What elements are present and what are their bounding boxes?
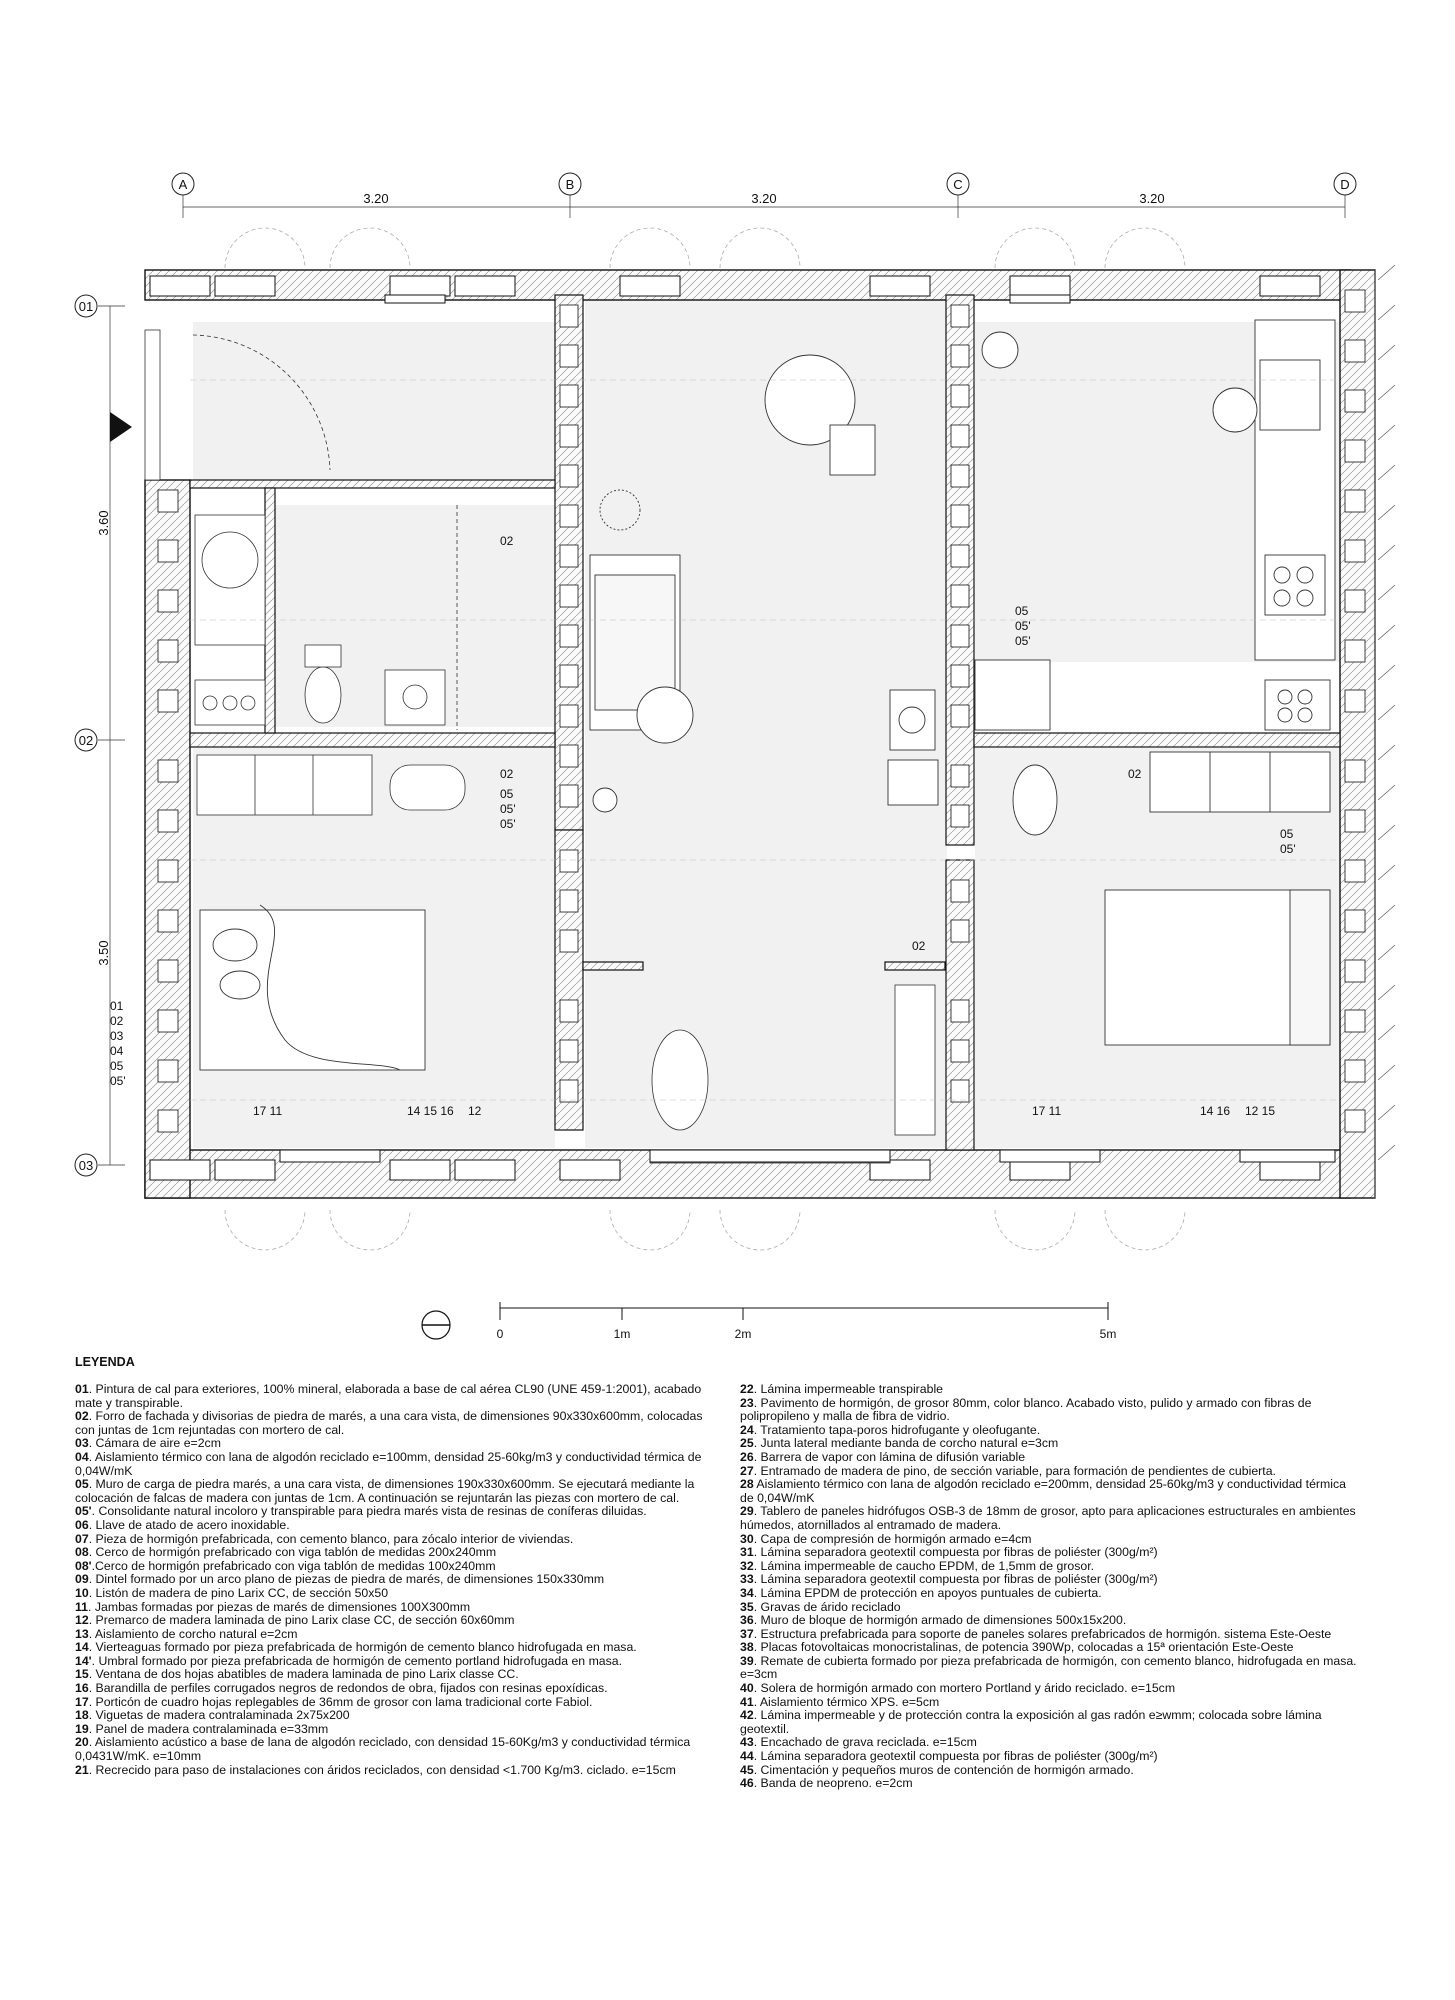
tag-05-center: 05 xyxy=(1015,604,1029,618)
tag-left-bottom-c: 12 xyxy=(468,1104,482,1118)
legend-item-text: . Lámina separadora geotextil compuesta por fibras de poliéster (300g/m²) xyxy=(753,1749,1158,1764)
tag-02-bath: 02 xyxy=(500,534,514,548)
legend-item-text: . Cámara de aire e=2cm xyxy=(88,1436,221,1451)
legend-item xyxy=(75,1546,715,1560)
tag-05p-left-a: 05' xyxy=(500,802,516,816)
scale-label-1m: 1m xyxy=(613,1327,631,1340)
legend-item-number: 30 xyxy=(740,1531,754,1546)
grid-bubble-03 xyxy=(75,1154,97,1176)
legend-item-number: 23 xyxy=(740,1395,754,1410)
grid-bubble-B xyxy=(559,173,581,195)
legend-item-text: . Lámina impermeable de caucho EPDM, de 1,5mm de grosor. xyxy=(753,1558,1095,1573)
legend-item xyxy=(740,1437,1360,1451)
legend-item xyxy=(740,1546,1360,1560)
legend-item xyxy=(740,1655,1360,1682)
terrain-hatch xyxy=(1375,265,1395,1198)
legend-item xyxy=(740,1682,1360,1696)
legend-item xyxy=(740,1465,1360,1479)
legend-item xyxy=(740,1628,1360,1642)
legend-item xyxy=(75,1478,715,1505)
legend-item-number: 32 xyxy=(740,1558,754,1573)
svg-text:05': 05' xyxy=(110,1074,126,1088)
legend-item-number: 26 xyxy=(740,1449,754,1464)
legend-item xyxy=(75,1696,715,1710)
legend-item-text: . Aislamiento térmico XPS. e=5cm xyxy=(753,1694,940,1709)
legend-item xyxy=(75,1451,715,1478)
legend-item xyxy=(740,1601,1360,1615)
legend-item-text: . Muro de carga de piedra marés, a una cara vista, de dimensiones 190x330x600mm. Se ejecutará mediante la colocación de falcas de madera con juntas de 1cm. A continuación se rejuntarán las piezas con mortero de cal. xyxy=(75,1477,695,1505)
legend-item xyxy=(75,1573,715,1587)
legend-item xyxy=(75,1614,715,1628)
legend-item-number: 42 xyxy=(740,1708,754,1723)
legend-item-text: . Vierteaguas formado por pieza prefabricada de hormigón de cemento blanco hidrofugada en masa. xyxy=(88,1640,637,1655)
left-bed xyxy=(200,905,425,1070)
svg-text:05: 05 xyxy=(110,1059,124,1073)
legend-item xyxy=(740,1614,1360,1628)
grid-bubble-C xyxy=(947,173,969,195)
legend-item-text: . Lámina separadora geotextil compuesta por fibras de poliéster (300g/m²) xyxy=(753,1545,1158,1560)
legend-item-text: . Encachado de grava reciclada. e=15cm xyxy=(753,1735,977,1750)
legend-item-number: 24 xyxy=(740,1422,754,1437)
svg-text:B: B xyxy=(565,177,575,192)
legend-item xyxy=(740,1587,1360,1601)
wall-layer-tags xyxy=(110,999,126,1088)
tag-05p-right: 05' xyxy=(1280,842,1296,856)
legend-item-text: . Pieza de hormigón prefabricada, con cemento blanco, para zócalo interior de viviendas. xyxy=(88,1531,574,1546)
scale-label-2m: 2m xyxy=(734,1327,752,1340)
legend-item-number: 21 xyxy=(75,1762,89,1777)
legend-item-number: 09 xyxy=(75,1572,89,1587)
legend-item-text: . Viguetas de madera contralaminada 2x75x200 xyxy=(88,1708,350,1723)
grid-bubble-02 xyxy=(75,729,97,751)
legend-item xyxy=(740,1709,1360,1736)
legend-item-text: . Forro de fachada y divisorias de piedra de marés, a una cara vista, de dimensiones 90x330x600mm, colocadas con juntas de 1cm rejuntadas con mortero de cal. xyxy=(75,1409,703,1437)
north-icon xyxy=(422,1311,450,1339)
legend-item-text: . Aislamiento de corcho natural e=2cm xyxy=(88,1626,298,1641)
legend-item-text: . Jambas formadas por piezas de marés de dimensiones 100X300mm xyxy=(88,1599,471,1614)
legend-item-number: 14 xyxy=(75,1640,89,1655)
legend-item xyxy=(740,1736,1360,1750)
legend-item xyxy=(740,1397,1360,1424)
svg-text:04: 04 xyxy=(110,1044,124,1058)
dim-text-0102: 3.60 xyxy=(96,510,111,536)
legend-item-number: 11 xyxy=(75,1599,88,1614)
legend-item xyxy=(75,1709,715,1723)
legend-item-number: 34 xyxy=(740,1585,754,1600)
legend-item xyxy=(75,1723,715,1737)
legend-item xyxy=(75,1587,715,1601)
legend-item-number: 44 xyxy=(740,1749,754,1764)
legend-item-number: 33 xyxy=(740,1572,754,1587)
svg-text:A: A xyxy=(178,177,188,192)
legend-item-number: 01 xyxy=(75,1382,89,1396)
legend-item xyxy=(75,1437,715,1451)
tag-05p-left-b: 05' xyxy=(500,817,516,831)
legend-item xyxy=(75,1628,715,1642)
legend-item-text: . Barandilla de perfiles corrugados negros de redondos de obra, fijados con resinas epoxídicas. xyxy=(88,1681,608,1696)
tag-05-right: 05 xyxy=(1280,827,1294,841)
legend-item-text: . Recrecido para paso de instalaciones con áridos reciclados, con densidad <1.700 Kg/m3. ciclado. e=15cm xyxy=(88,1762,676,1777)
legend-item-number: 14' xyxy=(75,1653,92,1668)
legend-item xyxy=(75,1668,715,1682)
legend-item-text: . Cimentación y pequeños muros de contención de hormigón armado. xyxy=(753,1762,1134,1777)
legend-item xyxy=(75,1764,715,1778)
legend-item-text: . Lámina separadora geotextil compuesta por fibras de poliéster (300g/m²) xyxy=(753,1572,1158,1587)
legend-item xyxy=(75,1519,715,1533)
legend-item xyxy=(75,1533,715,1547)
legend-item-text: .Cerco de hormigón prefabricado con viga tablón de medidas 100x240mm xyxy=(91,1558,496,1573)
dim-text-cd: 3.20 xyxy=(1139,191,1165,206)
legend-item xyxy=(740,1777,1360,1791)
legend-item xyxy=(75,1505,715,1519)
legend-item-number: 12 xyxy=(75,1613,89,1628)
grid-bubble-A xyxy=(172,173,194,195)
svg-text:03: 03 xyxy=(78,1158,94,1173)
legend-item-number: 03 xyxy=(75,1436,89,1451)
dim-text-ab: 3.20 xyxy=(363,191,389,206)
entrance-arrow-icon xyxy=(110,412,132,442)
legend-item-number: 39 xyxy=(740,1653,754,1668)
legend-item-text: . Tratamiento tapa-poros hidrofugante y oleofugante. xyxy=(753,1422,1041,1437)
svg-text:C: C xyxy=(953,177,963,192)
legend-item-number: 41 xyxy=(740,1694,754,1709)
legend-item xyxy=(75,1410,715,1437)
legend-item-text: . Llave de atado de acero inoxidable. xyxy=(88,1517,290,1532)
legend-item-text: . Tablero de paneles hidrófugos OSB-3 de 18mm de grosor, apto para aplicaciones estructurales en ambientes húmedos, atornillados al entramado de madera. xyxy=(740,1504,1356,1532)
legend-item-text: . Banda de neopreno. e=2cm xyxy=(753,1776,913,1791)
legend-item-number: 06 xyxy=(75,1517,89,1532)
legend-item-number: 13 xyxy=(75,1626,89,1641)
svg-text:02: 02 xyxy=(110,1014,124,1028)
legend-item xyxy=(740,1560,1360,1574)
scale-label-0: 0 xyxy=(496,1327,504,1340)
tag-right-bottom-b: 14 16 xyxy=(1200,1104,1231,1118)
legend-item xyxy=(740,1383,1360,1397)
legend-item xyxy=(740,1573,1360,1587)
legend-item xyxy=(740,1451,1360,1465)
legend-item-text: . Pavimento de hormigón, de grosor 80mm, color blanco. Acabado visto, pulido y armado con fibras de polipropileno y malla de fibra de vidrio. xyxy=(740,1395,1312,1424)
legend-item-number: 28 xyxy=(740,1477,754,1492)
tag-05-left: 05 xyxy=(500,787,514,801)
legend-item-number: 40 xyxy=(740,1681,754,1696)
legend-item-text: . Lámina EPDM de protección en apoyos puntuales de cubierta. xyxy=(753,1585,1102,1600)
legend-item-number: 04 xyxy=(75,1449,89,1464)
tag-left-bottom-b: 14 15 16 xyxy=(407,1104,454,1118)
legend-item-text: . Solera de hormigón armado con mortero Portland y árido reciclado. e=15cm xyxy=(753,1681,1176,1696)
legend-item-text: . Lámina impermeable transpirable xyxy=(753,1382,944,1396)
legend-item-text: . Listón de madera de pino Larix CC, de sección 50x50 xyxy=(88,1585,389,1600)
legend-item-number: 07 xyxy=(75,1531,89,1546)
legend-item-text: Aislamiento térmico con lana de algodón reciclado e=200mm, densidad 25-60kg/m3 y conductividad térmica de 0,04W/mK xyxy=(740,1477,1346,1505)
legend-item-text: . Porticón de cuadro hojas replegables de 36mm de grosor con lama tradicional corte Fabiol. xyxy=(88,1694,593,1709)
legend-item-text: . Ventana de dos hojas abatibles de madera laminada de pino Larix classe CC. xyxy=(88,1667,519,1682)
legend-item-text: . Remate de cubierta formado por pieza prefabricada de hormigón, con cemento blanco, hidrofugada en masa. e=3cm xyxy=(740,1653,1357,1682)
legend-item-number: 29 xyxy=(740,1504,754,1519)
legend-item-number: 08 xyxy=(75,1545,89,1560)
tag-02-left: 02 xyxy=(500,767,514,781)
svg-text:03: 03 xyxy=(110,1029,124,1043)
svg-text:02: 02 xyxy=(78,733,94,748)
legend-item-number: 17 xyxy=(75,1694,89,1709)
tag-02-right: 02 xyxy=(1128,767,1142,781)
legend-item xyxy=(75,1641,715,1655)
legend-item xyxy=(740,1764,1360,1778)
legend-item-number: 35 xyxy=(740,1599,754,1614)
legend-item-number: 46 xyxy=(740,1776,754,1791)
legend-item-number: 25 xyxy=(740,1436,754,1451)
legend-item-text: . Pintura de cal para exteriores, 100% mineral, elaborada a base de cal aérea CL90 (UNE 459-1:2001), acabado mate y transpirable. xyxy=(75,1382,702,1410)
legend-item-text: . Estructura prefabricada para soporte de paneles solares prefabricados de hormigón. sistema Este-Oeste xyxy=(753,1626,1332,1641)
legend-item xyxy=(740,1505,1360,1532)
legend-item-number: 43 xyxy=(740,1735,754,1750)
tag-right-bottom-a: 17 11 xyxy=(1032,1104,1062,1118)
legend-item xyxy=(75,1601,715,1615)
legend-item-text: . Gravas de árido reciclado xyxy=(753,1599,901,1614)
legend-item-text: . Dintel formado por un arco plano de piezas de piedra de marés, de dimensiones 150x330mm xyxy=(88,1572,605,1587)
legend-item-text: . Aislamiento térmico con lana de algodón reciclado e=100mm, densidad 25-60kg/m3 y conductividad térmica de 0,04W/mK xyxy=(75,1449,702,1478)
legend-item-text: . Placas fotovoltaicas monocristalinas, de potencia 390Wp, colocadas a 15ª orientación Este-Oeste xyxy=(753,1640,1294,1655)
tag-05p-center-b: 05' xyxy=(1015,634,1031,648)
scale-bar xyxy=(500,1302,1108,1320)
legend-item-text: . Muro de bloque de hormigón armado de dimensiones 500x15x200. xyxy=(753,1613,1127,1628)
legend-item-number: 45 xyxy=(740,1762,754,1777)
legend-item xyxy=(740,1424,1360,1438)
svg-text:01: 01 xyxy=(78,299,94,314)
legend-item-number: 37 xyxy=(740,1626,754,1641)
legend-item-number: 16 xyxy=(75,1681,89,1696)
legend-item-text: . Aislamiento acústico a base de lana de algodón reciclado, con densidad 15-60Kg/m3 y conductividad térmica 0,0431W/mK. e=10mm xyxy=(75,1735,691,1764)
tag-05p-center-a: 05' xyxy=(1015,619,1031,633)
legend-column-right xyxy=(740,1383,1360,1791)
legend-item xyxy=(75,1736,715,1763)
legend-item-number: 27 xyxy=(740,1463,754,1478)
legend-item xyxy=(740,1533,1360,1547)
legend-item xyxy=(75,1655,715,1669)
legend-item-number: 18 xyxy=(75,1708,89,1723)
legend-item-text: . Consolidante natural incoloro y transpirable para piedra marés vista de resinas de coníferas diluidas. xyxy=(91,1504,647,1519)
legend-item-text: . Panel de madera contralaminada e=33mm xyxy=(88,1721,329,1736)
dim-text-0203: 3.50 xyxy=(96,940,111,966)
legend-item-text: . Capa de compresión de hormigón armado e=4cm xyxy=(753,1531,1032,1546)
legend-item xyxy=(75,1682,715,1696)
tag-left-bottom-a: 17 11 xyxy=(253,1104,283,1118)
legend-item-number: 05' xyxy=(75,1504,92,1519)
legend-item-number: 38 xyxy=(740,1640,754,1655)
legend-item xyxy=(75,1383,715,1410)
legend-item xyxy=(740,1750,1360,1764)
legend-item-text: . Entramado de madera de pino, de sección variable, para formación de pendientes de cubierta. xyxy=(753,1463,1276,1478)
legend-item-text: . Barrera de vapor con lámina de difusión variable xyxy=(753,1449,1026,1464)
legend-item-number: 15 xyxy=(75,1667,89,1682)
scale-label-5m: 5m xyxy=(1099,1327,1117,1340)
legend-item xyxy=(740,1478,1360,1505)
legend-item-text: . Cerco de hormigón prefabricado con viga tablón de medidas 200x240mm xyxy=(88,1545,497,1560)
legend-item-number: 02 xyxy=(75,1409,89,1424)
legend-item-text: . Umbral formado por pieza prefabricada de hormigón de cemento portland hidrofugada en masa. xyxy=(91,1653,623,1668)
legend-item-number: 05 xyxy=(75,1477,89,1492)
legend-item xyxy=(75,1560,715,1574)
tag-02-hall: 02 xyxy=(912,939,926,953)
svg-text:01: 01 xyxy=(110,999,124,1013)
grid-bubble-01 xyxy=(75,295,97,317)
legend-item-number: 08' xyxy=(75,1558,92,1573)
legend-item xyxy=(740,1641,1360,1655)
grid-bubble-D xyxy=(1334,173,1356,195)
legend-item xyxy=(740,1696,1360,1710)
svg-text:D: D xyxy=(1340,177,1350,192)
dim-text-bc: 3.20 xyxy=(751,191,777,206)
legend-item-number: 22 xyxy=(740,1382,754,1396)
legend-item-number: 36 xyxy=(740,1613,754,1628)
legend-column-left xyxy=(75,1383,715,1777)
legend-title: LEYENDA xyxy=(75,1355,135,1369)
legend-item-text: . Junta lateral mediante banda de corcho natural e=3cm xyxy=(753,1436,1059,1451)
legend-item-text: . Lámina impermeable y de protección contra la exposición al gas radón e≥wmm; colocada sobre lámina geotextil. xyxy=(740,1708,1322,1736)
legend-item-number: 20 xyxy=(75,1735,89,1750)
legend-item-number: 19 xyxy=(75,1721,89,1736)
legend-item-text: . Premarco de madera laminada de pino Larix clase CC, de sección 60x60mm xyxy=(88,1613,515,1628)
legend-item-number: 10 xyxy=(75,1585,89,1600)
legend-item-number: 31 xyxy=(740,1545,754,1560)
tag-right-bottom-c: 12 15 xyxy=(1245,1104,1276,1118)
